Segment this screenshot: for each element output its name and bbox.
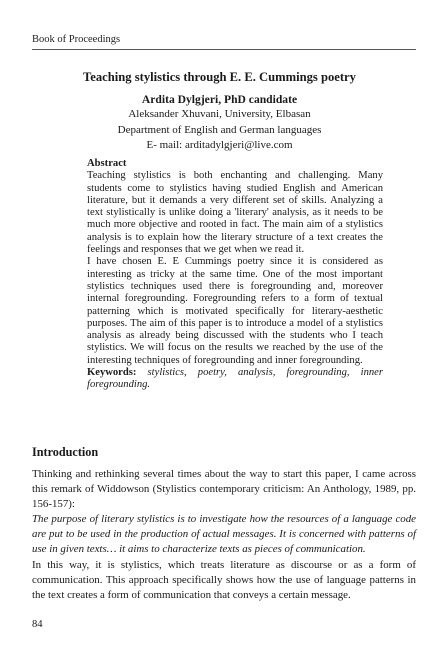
- author-name: Ardita Dylgjeri, PhD candidate: [141, 93, 298, 106]
- abstract-paragraph-2: I have chosen E. E Cummings poetry since it is considered as interesting as tricky at the same time. One of the most important stylistics techniques used there is foregrounding and, moreover internal foregrounding. Foregrounding refers to a form of textual patterning which is motivated specifically for literary-aesthetic purposes. The aim of this paper is to introduce a model of a stylistics analysis as already being discussed with the students who I teach stylistics. We will focus on the results we reached by the use of the interesting techniques of foregrounding and inner foregrounding.: [87, 256, 383, 366]
- keywords-list: stylistics, poetry, analysis, foregrounding, inner foregrounding.: [87, 367, 383, 391]
- intro-paragraph-1: Thinking and rethinking several times about the way to start this paper, I came across this remark of Widdowson (Stylistics contemporary criticism: An Anthology, 1989, pp. 156-157):: [32, 468, 416, 511]
- section-heading-introduction: Introduction: [32, 445, 99, 459]
- header-divider: [32, 49, 416, 50]
- keywords: [87, 367, 383, 392]
- abstract-heading: Abstract: [87, 158, 127, 169]
- author-affiliation: Aleksander Xhuvani, University, Elbasan: [128, 108, 311, 121]
- page-number: 84: [32, 619, 43, 630]
- abstract-paragraph-1: Teaching stylistics is both enchanting and challenging. Many students come to stylistics having studied English and American literature, but it demands a very different set of skills. Analyzing a text stylistically is unlike doing a 'literary' analysis, as it needs to be much more objective and rooted in fact. The main aim of a stylistics analysis is to explain how the literary structure of a text creates the feelings and responses that we get when we read it.: [87, 170, 383, 256]
- paper-title: Teaching stylistics through E. E. Cummings poetry: [83, 70, 356, 84]
- running-head: Book of Proceedings: [32, 34, 121, 45]
- author-block: [0, 92, 439, 153]
- abstract: [87, 158, 383, 392]
- intro-quote: The purpose of literary stylistics is to investigate how the resources of a language code are put to be used in the production of actual messages. It is concerned with patterns of use in given texts… it aims to characterize texts as pieces of communication.: [32, 513, 416, 556]
- introduction-body: [32, 467, 416, 603]
- keywords-label: Keywords:: [87, 367, 137, 379]
- intro-paragraph-2: In this way, it is stylistics, which treats literature as discourse or as a form of communication. This approach specifically shows how the use of language patterns in the text creates a form of communication that conveys a certain message.: [32, 558, 416, 601]
- author-email: E- mail: arditadylgjeri@live.com: [146, 138, 293, 151]
- author-department: Department of English and German languages: [117, 123, 322, 136]
